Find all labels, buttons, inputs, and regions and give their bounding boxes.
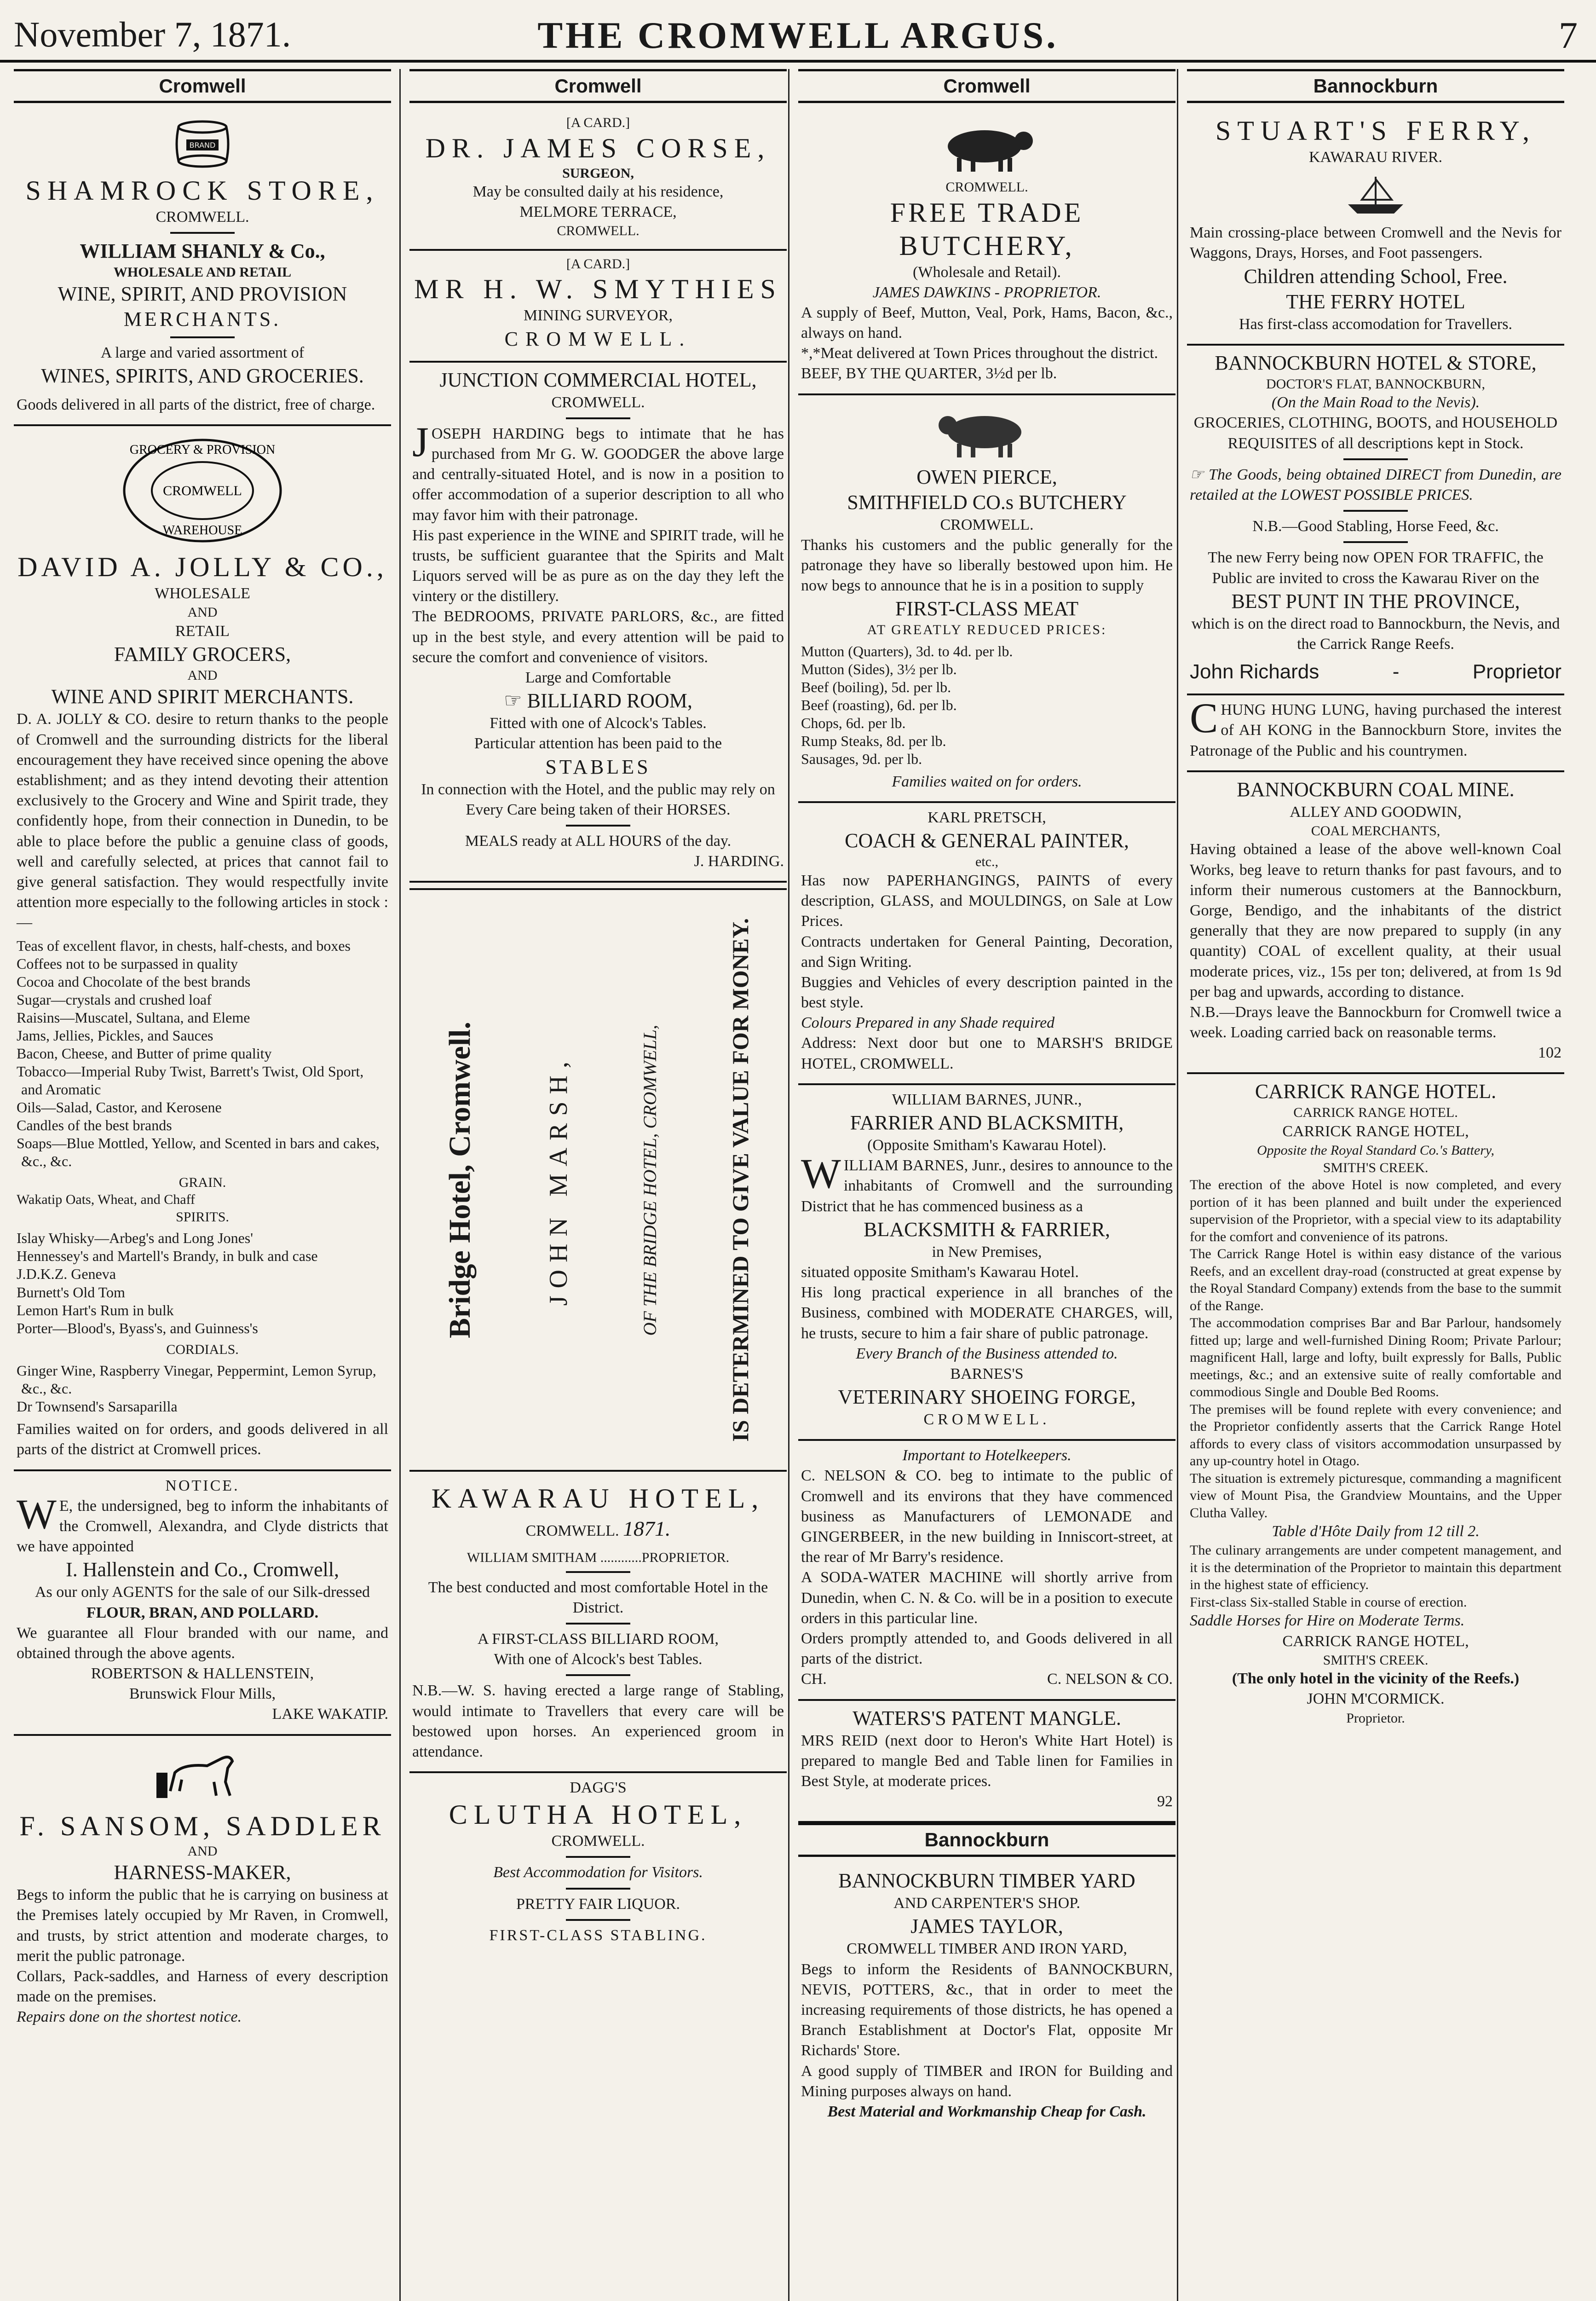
ad-barnes-blacksmith xyxy=(798,1085,1175,1441)
column-rule xyxy=(399,69,401,2301)
ad-title: SMITHFIELD CO.s BUTCHERY xyxy=(847,491,1127,514)
ad-text: BLACKSMITH & FARRIER, xyxy=(864,1218,1110,1241)
ad-text: Contracts undertaken for General Painting, Decoration, and Sign Writing. xyxy=(801,933,1173,971)
ad-text: Families waited on for orders, and goods delivered in all parts of the district at Cromwell prices. xyxy=(17,1421,388,1458)
ad-text: DAGG'S xyxy=(570,1779,627,1797)
ad-text: His past experience in the WINE and SPIRIT trade, will he trusts, be sufficient guarantee that the Spirits and Malt Liquors served will be as pure as on the day they left the vintery or the distillery. xyxy=(412,526,784,605)
ad-sansom-saddler xyxy=(14,1736,391,2037)
ad-body: MRS REID (next door to Heron's White Hart Hotel) is prepared to mangle Bed and Table linen for Families in Best Style, at moderate prices. xyxy=(801,1732,1173,1790)
list-item: Raisins—Muscatel, Sultana, and Eleme xyxy=(17,1009,250,1026)
ad-trade: MERCHANTS. xyxy=(123,307,282,330)
ad-nelson-lemonade xyxy=(798,1441,1175,1700)
ad-title: DAVID A. JOLLY & CO., xyxy=(17,552,387,583)
ad-text: Every Care being taken of their HORSES. xyxy=(466,801,731,818)
ad-text: CROMWELL. xyxy=(557,223,640,239)
ad-text: WHOLESALE xyxy=(155,585,250,602)
list-item: Beef (roasting), 6d. per lb. xyxy=(801,696,957,713)
cow-icon xyxy=(934,405,1040,460)
ad-signature: C. NELSON & CO. xyxy=(1047,1671,1173,1688)
seal-top-text: GROCERY & PROVISION xyxy=(129,443,276,457)
ad-text: CROMWELL. xyxy=(504,327,692,350)
ad-title: DR. JAMES CORSE, xyxy=(425,133,771,163)
ad-body: JOSEPH HARDING begs to intimate that he has purchased from Mr G. W. GOODGER the above large and centrally-situated Hotel, and is now in a position to offer accommodation of a superior description to all who may favor him with their patronage. xyxy=(412,418,784,524)
list-item: Teas of excellent flavor, in chests, half-chests, and boxes xyxy=(17,937,351,954)
ad-text: The accommodation comprises Bar and Bar Parlour, handsomely fitted up; large and well-furnished Dining Room; Private Parlour; magnificent Hall, large and lofty, built expressly for Balls, Public meetings, &c.; and an extensive suite of really comfortable and commodious Single and Double Bed Rooms. xyxy=(1190,1315,1561,1400)
ad-title: SHAMROCK STORE, xyxy=(25,175,380,206)
ad-text: Orders promptly attended to, and Goods delivered in all parts of the district. xyxy=(801,1630,1173,1668)
issue-date: November 7, 1871. xyxy=(14,14,291,54)
ad-jolly-grocers xyxy=(14,426,391,1471)
ad-text: GRAIN. xyxy=(179,1174,226,1190)
ad-text: Opposite the Royal Standard Co.'s Battery, xyxy=(1256,1143,1495,1158)
ad-title: FARRIER AND BLACKSMITH, xyxy=(850,1111,1124,1134)
ad-trade: WINE, SPIRIT, AND PROVISION xyxy=(58,282,347,305)
ad-text: (Opposite Smitham's Kawarau Hotel). xyxy=(867,1137,1106,1154)
ad-heading: Important to Hotelkeepers. xyxy=(902,1447,1072,1464)
ad-text: A supply of Beef, Mutton, Veal, Pork, Hams, Bacon, &c., always on hand. xyxy=(801,304,1173,342)
column-rule xyxy=(1177,69,1178,2301)
ad-smythies xyxy=(409,251,787,363)
list-item: Mutton (Quarters), 3d. to 4d. per lb. xyxy=(801,642,1013,659)
ad-text: Saddle Horses for Hire on Moderate Terms. xyxy=(1190,1612,1465,1630)
ad-text: KAWARAU RIVER. xyxy=(1308,149,1443,166)
ad-body: Thanks his customers and the public generally for the patronage they have so liberally bestowed upon him. He now begs to announce that he is in a position to supply xyxy=(801,536,1173,595)
ad-owner: WILLIAM SHANLY & Co., xyxy=(80,240,325,263)
ad-body: Having obtained a lease of the above well-known Coal Works, beg leave to return thanks for past favours, and to inform their numerous customers at the Bannockburn, Gorge, Bendigo, and the inhabitants of the district generally that they are now prepared to supply (in any quantity) COAL of excellent quality, at their usual moderate prices, viz., 15s per ton; delivered, at from 1s 9d per bag and upwards, according to distance. xyxy=(1190,841,1561,1000)
ad-text: AND xyxy=(187,1843,218,1859)
ad-text: ALLEY AND GOODWIN, xyxy=(1290,803,1462,821)
ad-stuarts-ferry xyxy=(1187,110,1564,346)
ad-text: IS DETERMINED TO GIVE VALUE FOR MONEY. xyxy=(727,918,754,1442)
ad-text: Collars, Pack-saddles, and Harness of every description made on the premises. xyxy=(17,1967,388,2006)
ad-text: Fitted with one of Alcock's Tables. xyxy=(490,715,707,732)
ad-text: [A CARD.] xyxy=(566,115,630,130)
list-item: Cocoa and Chocolate of the best brands xyxy=(17,973,251,990)
column-2 xyxy=(409,69,787,2301)
ad-heading: NOTICE. xyxy=(165,1477,240,1494)
ad-title: BANNOCKBURN HOTEL & STORE, xyxy=(1215,351,1537,374)
ad-text: GROCERIES, CLOTHING, BOOTS, and HOUSEHOLD REQUISITES of all descriptions kept in Stock. xyxy=(1193,414,1558,452)
ad-text: Families waited on for orders. xyxy=(892,773,1082,791)
ad-text: (Wholesale and Retail). xyxy=(913,263,1061,281)
ad-body: Begs to inform the public that he is carrying on business at the Premises lately occupied by Mr Raven, in Cromwell, and trusts, by strict attention and moderate charges, to merit the public patronage. xyxy=(17,1886,388,1965)
ad-bridge-hotel xyxy=(409,888,787,1472)
ad-text: MINING SURVEYOR, xyxy=(523,307,673,324)
ad-text: MEALS ready at ALL HOURS of the day. xyxy=(465,832,732,850)
list-item: Hennessey's and Martell's Brandy, in bulk and case xyxy=(17,1248,318,1265)
ad-text: VETERINARY SHOEING FORGE, xyxy=(838,1386,1136,1409)
ad-text: WINE AND SPIRIT MERCHANTS. xyxy=(51,685,354,708)
ad-text: RETAIL xyxy=(175,622,230,640)
ad-text: CARRICK RANGE HOTEL. xyxy=(1293,1105,1458,1121)
ad-title: CLUTHA HOTEL, xyxy=(449,1799,748,1830)
ad-text: [A CARD.] xyxy=(566,256,630,272)
ad-text: AND CARPENTER'S SHOP. xyxy=(893,1895,1080,1912)
ad-title: KAWARAU HOTEL, xyxy=(431,1483,765,1514)
ad-text: SMITH'S CREEK. xyxy=(1323,1160,1429,1175)
ad-text: First-class Six-stalled Stable in course of erection. xyxy=(1190,1594,1467,1610)
ad-text: N.B.—Drays leave the Bannockburn for Cromwell twice a week. Loading carried back on reasonable terms. xyxy=(1190,1003,1561,1041)
ad-text: FAMILY GROCERS, xyxy=(114,642,291,665)
ad-text: BEEF, BY THE QUARTER, 3½d per lb. xyxy=(801,365,1057,382)
masthead xyxy=(0,0,1596,63)
list-item: Lemon Hart's Rum in bulk xyxy=(17,1301,174,1318)
ad-title: MR H. W. SMYTHIES xyxy=(414,274,782,305)
ad-title: CARRICK RANGE HOTEL. xyxy=(1255,1080,1497,1103)
ad-title: JUNCTION COMMERCIAL HOTEL, xyxy=(439,368,757,391)
ad-free-trade-butchery xyxy=(798,110,1175,395)
list-item: Wakatip Oats, Wheat, and Chaff xyxy=(17,1192,196,1208)
ad-text: The new Ferry being now OPEN FOR TRAFFIC, the Public are invited to cross the Kawarau River on the xyxy=(1208,549,1544,587)
ad-body: C. NELSON & CO. beg to intimate to the public of Cromwell and its environs that they have commenced business as Manufacturers of LEMONADE and GINGERBEER, in the new building in Inniscort-street, at the rear of Mr Barry's residence. xyxy=(801,1467,1173,1566)
ad-text: CARRICK RANGE HOTEL, xyxy=(1282,1122,1469,1140)
column-heading: Bannockburn xyxy=(798,1823,1175,1857)
ad-text: Address: Next door but one to MARSH'S BRIDGE HOTEL, CROMWELL. xyxy=(801,1035,1173,1072)
ad-body: WE, the undersigned, beg to inform the inhabitants of the Cromwell, Alexandra, and Clyde districts that we have appointed xyxy=(17,1490,388,1555)
column-heading: Bannockburn xyxy=(1187,69,1564,103)
ad-text: PRETTY FAIR LIQUOR. xyxy=(516,1895,680,1913)
list-item: Oils—Salad, Castor, and Kerosene xyxy=(17,1098,222,1116)
ad-title: BANNOCKBURN COAL MINE. xyxy=(1237,778,1515,801)
ad-text: DOCTOR'S FLAT, BANNOCKBURN, xyxy=(1266,376,1486,392)
ad-text: A good supply of TIMBER and IRON for Building and Mining purposes always on hand. xyxy=(801,2062,1173,2100)
seal-bottom-text: WAREHOUSE xyxy=(162,523,242,538)
ad-text: AND xyxy=(187,667,218,683)
ad-title: FREE TRADE BUTCHERY, xyxy=(890,197,1084,261)
list-item: Dr Townsend's Sarsaparilla xyxy=(17,1398,178,1415)
seal-mid-text: CROMWELL xyxy=(163,483,242,499)
ad-text: CROMWELL. xyxy=(525,1522,619,1540)
ad-shamrock-store xyxy=(14,110,391,426)
ad-text: As our only AGENTS for the sale of our Silk-dressed xyxy=(35,1584,370,1601)
ad-text: WINES, SPIRITS, AND GROCERIES. xyxy=(41,364,364,387)
ad-text: SURGEON, xyxy=(562,165,634,181)
ad-kawarau-hotel xyxy=(409,1477,787,1773)
ad-text: Table d'Hôte Daily from 12 till 2. xyxy=(1272,1523,1480,1540)
price-list xyxy=(801,642,1173,768)
ad-text: Repairs done on the shortest notice. xyxy=(17,2008,242,2026)
ad-text: MELMORE TERRACE, xyxy=(519,203,677,221)
page-number: 7 xyxy=(1559,14,1578,56)
ad-body: CHUNG HUNG LUNG, having purchased the interest of AH KONG in the Bannockburn Store, invites the Patronage of the Public and his countrymen. xyxy=(1190,694,1561,759)
ad-text: OWEN PIERCE, xyxy=(916,465,1057,488)
ad-junction-hotel xyxy=(409,363,787,883)
ad-text: The culinary arrangements are under competent management, and it is the determination of the Proprietor to maintain this department in the highest state of efficiency. xyxy=(1190,1543,1561,1593)
ad-text: A SODA-WATER MACHINE will shortly arrive from Dunedin, when C. N. & Co. will be in a position to execute orders in this particular line. xyxy=(801,1569,1173,1627)
list-item: Soaps—Blue Mottled, Yellow, and Scented in bars and cakes, &c., &c. xyxy=(17,1134,380,1169)
ad-text: FIRST-CLASS STABLING. xyxy=(489,1926,707,1944)
ad-smithfield-butchery xyxy=(798,395,1175,804)
ad-text: OF THE BRIDGE HOTEL, CROMWELL, xyxy=(640,1024,661,1336)
ad-number: 102 xyxy=(1538,1044,1561,1062)
ad-text: CARRICK RANGE HOTEL, xyxy=(1282,1632,1469,1650)
ad-text: JAMES TAYLOR, xyxy=(910,1915,1063,1938)
ad-text: FIRST-CLASS MEAT xyxy=(895,597,1079,620)
ad-number: 92 xyxy=(1157,1793,1173,1810)
ad-text: JOHN MARSH, xyxy=(544,1054,573,1306)
ad-text: KARL PRETSCH, xyxy=(928,809,1046,827)
ad-text: In connection with the Hotel, and the public may rely on xyxy=(421,780,775,798)
ad-text: Proprietor xyxy=(1472,660,1561,683)
ad-text: Buggies and Vehicles of every description painted in the best style. xyxy=(801,973,1173,1012)
ad-title: STUART'S FERRY, xyxy=(1215,116,1536,146)
ad-text: etc., xyxy=(975,854,998,870)
ad-title: F. SANSOM, SADDLER xyxy=(19,1810,386,1841)
ad-text: ☞ The Goods, being obtained DIRECT from Dunedin, are retailed at the LOWEST POSSIBLE PRICES. xyxy=(1190,466,1561,503)
column-rule xyxy=(788,69,789,2301)
ad-text: CORDIALS. xyxy=(166,1341,239,1357)
ad-text: N.B.—W. S. having erected a large range of Stabling, would intimate to Travellers that every care will be bestowed upon horses. An experienced groom in attendance. xyxy=(412,1682,784,1760)
ad-bannockburn-hotel xyxy=(1187,346,1564,695)
ad-text: The best conducted and most comfortable Hotel in the District. xyxy=(428,1578,768,1616)
proprietor-line xyxy=(1190,659,1561,684)
ad-text: Proprietor. xyxy=(1346,1710,1405,1726)
ad-signature: ROBERTSON & HALLENSTEIN, xyxy=(91,1665,314,1682)
ad-title: Bridge Hotel, Cromwell. xyxy=(443,1022,477,1339)
ad-clutha-hotel xyxy=(409,1773,787,1955)
ad-text: Goods delivered in all parts of the district, free of charge. xyxy=(17,396,375,413)
list-item: Chops, 6d. per lb. xyxy=(801,715,906,731)
list-item: Candles of the best brands xyxy=(17,1116,172,1133)
pointing-hand-icon: ☞ xyxy=(504,689,527,712)
warehouse-seal-icon xyxy=(120,435,285,546)
newspaper-title: THE CROMWELL ARGUS. xyxy=(537,14,1059,56)
ad-signature: Brunswick Flour Mills, xyxy=(129,1685,276,1703)
ad-text: JAMES DAWKINS - PROPRIETOR. xyxy=(872,283,1101,301)
ad-carrick-range-hotel xyxy=(1187,1074,1564,1736)
ad-waters-mangle xyxy=(798,1701,1175,1823)
ad-text: which is on the direct road to Bannockburn, the Nevis, and the Carrick Range Reefs. xyxy=(1191,615,1560,653)
ad-dr-corse xyxy=(409,110,787,251)
ad-text: Particular attention has been paid to the xyxy=(474,735,722,752)
ad-text: John Richards xyxy=(1190,660,1319,683)
ad-text: Has now PAPERHANGINGS, PAINTS of every description, GLASS, and MOULDINGS, on Sale at Low Prices. xyxy=(801,872,1173,930)
list-item: Bacon, Cheese, and Butter of prime quality xyxy=(17,1045,272,1062)
ad-text: AND xyxy=(187,605,218,620)
ad-text: A large and varied assortment of xyxy=(100,344,305,361)
ad-text: BEST PUNT IN THE PROVINCE, xyxy=(1231,590,1520,613)
ad-signature: JOHN M'CORMICK. xyxy=(1307,1690,1445,1708)
ad-text: CROMWELL TIMBER AND IRON YARD, xyxy=(847,1940,1127,1958)
list-item: Jams, Jellies, Pickles, and Sauces xyxy=(17,1027,213,1044)
ad-text: CROMWELL. xyxy=(940,516,1034,533)
ad-text: AT GREATLY REDUCED PRICES: xyxy=(867,622,1107,638)
ad-text: SPIRITS. xyxy=(176,1209,229,1225)
ad-text: We guarantee all Flour branded with our name, and obtained through the above agents. xyxy=(17,1624,388,1662)
list-item: Sausages, 9d. per lb. xyxy=(801,751,922,768)
list-item: Coffees not to be surpassed in quality xyxy=(17,955,238,972)
ad-text: May be consulted daily at his residence, xyxy=(472,183,724,200)
ad-body: Begs to inform the Residents of BANNOCKBURN, NEVIS, POTTERS, &c., that in order to meet the increasing requirements of those districts, he has opened a Branch Establishment at Doctor's Flat, opposite Mr Richards' Store. xyxy=(801,1960,1173,2059)
column-4 xyxy=(1187,69,1564,2301)
list-item: Burnett's Old Tom xyxy=(17,1283,125,1301)
ad-text: CROMWELL. xyxy=(945,179,1028,195)
ad-text: Children attending School, Free. xyxy=(1244,265,1508,288)
ad-text: His long practical experience in all branches of the Business, combined with MODERATE CHARGES, will, he trusts, secure to him a fair share of public patronage. xyxy=(801,1284,1173,1342)
ad-text: Every Branch of the Business attended to. xyxy=(856,1345,1118,1362)
ad-text: CROMWELL. xyxy=(923,1411,1050,1428)
ad-text: Best Accommodation for Visitors. xyxy=(493,1864,703,1881)
ad-kind: WHOLESALE AND RETAIL xyxy=(113,265,292,280)
ad-text: BARNES'S xyxy=(950,1365,1024,1382)
ad-text: in New Premises, xyxy=(932,1243,1042,1260)
ad-text: A FIRST-CLASS BILLIARD ROOM, xyxy=(478,1630,719,1648)
ad-text: CH. xyxy=(801,1671,827,1688)
ad-chung-hung-lung xyxy=(1187,695,1564,772)
ship-icon xyxy=(1339,172,1412,218)
list-item: Sugar—crystals and crushed loaf xyxy=(17,991,212,1008)
ad-text: SMITH'S CREEK. xyxy=(1323,1652,1429,1668)
column-heading: Cromwell xyxy=(409,69,787,103)
column-heading: Cromwell xyxy=(14,69,391,103)
column-3 xyxy=(798,69,1175,2301)
ad-text: Colours Prepared in any Shade required xyxy=(801,1014,1055,1032)
goods-list xyxy=(17,937,388,1170)
list-item: J.D.K.Z. Geneva xyxy=(17,1266,116,1283)
billiard-line xyxy=(412,688,784,713)
ad-body: D. A. JOLLY & CO. desire to return thanks to the people of Cromwell and the surrounding districts for the liberal encouragement they have received since opening the above establishment; and as they intend devoting their attention exclusively to the Grocery and Wine and Spirit trade, they confidently hope, from their connection in Dunedin, to be able to place before the public a genuine class of goods, well and carefully selected, at prices that cannot fail to give general satisfaction. They would respectfully invite attention more especially to the following articles in stock :— xyxy=(17,711,388,931)
ad-text: The situation is extremely picturesque, commanding a magnificent view of Mount Pisa, the Grandview Mountains, and the Upper Clutha Valley. xyxy=(1190,1470,1561,1521)
ad-text: WILLIAM BARNES, JUNR., xyxy=(892,1091,1082,1108)
column-1 xyxy=(14,69,391,2301)
horse-icon xyxy=(152,1745,253,1805)
ad-title: BANNOCKBURN TIMBER YARD xyxy=(838,1869,1135,1892)
ad-text: The Carrick Range Hotel is within easy distance of the various Reefs, and an excellent dray-road (constructed at great expense by the Royal Standard Company) extends from the base to the summit of the Range. xyxy=(1190,1246,1561,1313)
ad-text: - xyxy=(1392,660,1400,683)
logo-text: BRAND xyxy=(189,141,216,150)
ad-text: FLOUR, BRAN, AND POLLARD. xyxy=(86,1604,319,1621)
ad-title: COACH & GENERAL PAINTER, xyxy=(845,829,1129,852)
ad-text: CROMWELL. xyxy=(551,393,645,411)
ad-text: Large and Comfortable xyxy=(525,669,671,686)
ad-text: CROMWELL. xyxy=(551,1833,645,1850)
cordials-list xyxy=(17,1362,388,1416)
ad-title: WATERS'S PATENT MANGLE. xyxy=(853,1706,1121,1729)
ox-icon xyxy=(934,119,1040,174)
ad-text: Has first-class accomodation for Travellers. xyxy=(1239,315,1512,333)
ad-body: WILLIAM BARNES, Junr., desires to announce to the inhabitants of Cromwell and the surrounding District that he has commenced business as a xyxy=(801,1150,1173,1215)
ad-coal-mine xyxy=(1187,772,1564,1075)
ad-text: THE FERRY HOTEL xyxy=(1286,290,1465,313)
spirits-list xyxy=(17,1229,388,1337)
barrel-icon xyxy=(173,119,232,169)
column-heading: Cromwell xyxy=(798,69,1175,103)
ad-text: situated opposite Smitham's Kawarau Hotel. xyxy=(801,1263,1079,1281)
list-item: Tobacco—Imperial Ruby Twist, Barrett's Twist, Old Sport, and Aromatic xyxy=(17,1063,364,1098)
ad-text: The premises will be found replete with every convenience; and the Proprietor confidently asserts that the Carrick Range Hotel affords to every class of visitors accommodation unsurpassed by any up-country hotel in Otago. xyxy=(1190,1401,1561,1469)
handwritten-year: 1871. xyxy=(623,1517,671,1541)
list-item: Porter—Blood's, Byass's, and Guinness's xyxy=(17,1319,258,1336)
ad-text: Best Material and Workmanship Cheap for Cash. xyxy=(827,2103,1147,2120)
ad-text: HARNESS-MAKER, xyxy=(114,1861,291,1884)
ad-text: I. Hallenstein and Co., Cromwell, xyxy=(66,1558,339,1581)
ad-text: STABLES xyxy=(545,755,651,778)
ad-text: *,*Meat delivered at Town Prices throughout the district. xyxy=(801,345,1158,362)
ad-text: The BEDROOMS, PRIVATE PARLORS, &c., are fitted up in the best style, and every attention will be paid to secure the comfort and convenience of visitors. xyxy=(412,608,784,666)
ad-text: (The only hotel in the vicinity of the Reefs.) xyxy=(1232,1670,1520,1688)
list-item: Mutton (Sides), 3½ per lb. xyxy=(801,660,957,677)
ad-signature: LAKE WAKATIP. xyxy=(272,1706,388,1723)
ad-text: With one of Alcock's best Tables. xyxy=(494,1651,703,1668)
ad-text: Main crossing-place between Cromwell and the Nevis for Waggons, Drays, Horses, and Foot passengers. xyxy=(1190,224,1561,262)
ad-text: N.B.—Good Stabling, Horse Feed, &c. xyxy=(1252,518,1499,535)
ad-text: The erection of the above Hotel is now completed, and every portion of it has been planned and built under the experienced supervision of the Proprietor, with a special view to its adaptability for the comfort and convenience of its patrons. xyxy=(1190,1177,1561,1244)
list-item: Ginger Wine, Raspberry Vinegar, Peppermint, Lemon Syrup, &c., &c. xyxy=(17,1362,376,1397)
ad-text: COAL MERCHANTS, xyxy=(1311,823,1440,838)
ad-timber-yard xyxy=(798,1863,1175,2131)
ad-text: (On the Main Road to the Nevis). xyxy=(1271,394,1480,411)
list-item: Beef (boiling), 5d. per lb. xyxy=(801,678,951,695)
ad-pretsch-painter xyxy=(798,803,1175,1085)
ad-signature: J. HARDING. xyxy=(694,853,784,870)
ad-text: WILLIAM SMITHAM ............PROPRIETOR. xyxy=(467,1550,730,1566)
list-item: Islay Whisky—Arbeg's and Long Jones' xyxy=(17,1230,253,1247)
ad-place: CROMWELL. xyxy=(156,208,249,225)
ad-notice-hallenstein xyxy=(14,1471,391,1736)
ad-text: BILLIARD ROOM, xyxy=(527,689,692,712)
list-item: Rump Steaks, 8d. per lb. xyxy=(801,733,946,750)
